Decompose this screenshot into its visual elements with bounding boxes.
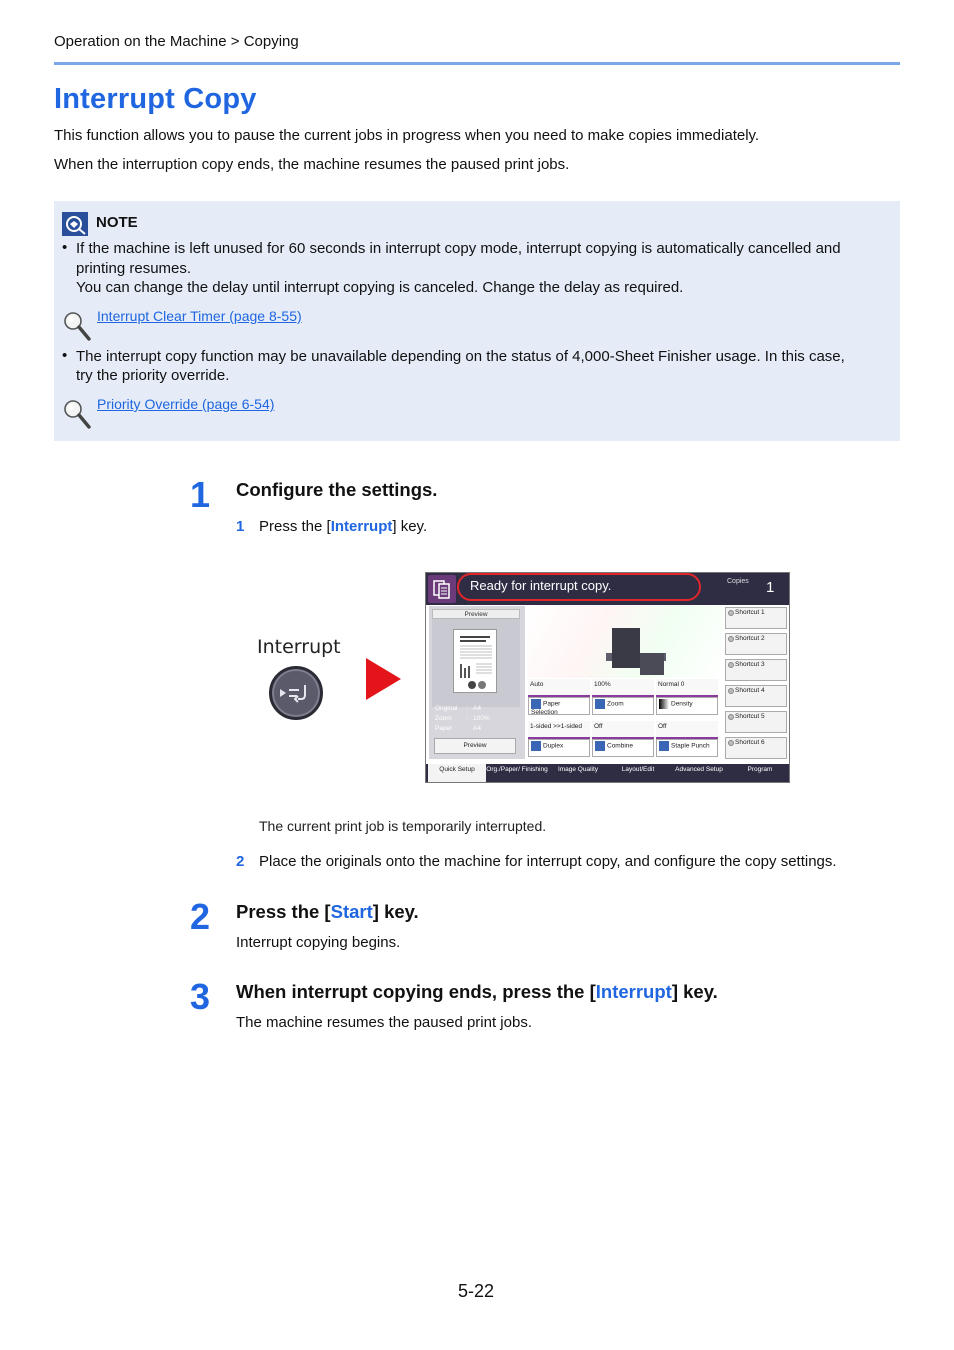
interrupt-key-name: Interrupt bbox=[330, 518, 393, 535]
tab-program[interactable]: Program bbox=[747, 766, 773, 773]
step-3-body: The machine resumes the paused print jobs. bbox=[236, 1014, 532, 1031]
step-2-title: Press the [Start] key. bbox=[236, 901, 419, 922]
note-bullet-2-line-1: The interrupt copy function may be unavailable depending on the status of 4,000-Sheet Finisher usage. In this case, bbox=[76, 348, 845, 365]
staple-icon bbox=[659, 741, 669, 751]
preview-document-thumbnail bbox=[453, 629, 497, 693]
step-1-title: Configure the settings. bbox=[236, 479, 438, 500]
shortcut-3-button[interactable]: Shortcut 3 bbox=[725, 659, 787, 681]
header-rule bbox=[54, 62, 900, 65]
info-label-paper: Paper bbox=[435, 725, 453, 732]
paper-icon bbox=[531, 699, 541, 709]
bullet-marker: • bbox=[62, 347, 68, 364]
copies-label: Copies bbox=[727, 578, 749, 585]
substep-2-text: Place the originals onto the machine for interrupt copy, and configure the copy settings. bbox=[259, 853, 837, 870]
interrupt-key-label: Interrupt bbox=[257, 636, 341, 658]
page-number: 5-22 bbox=[458, 1281, 495, 1301]
note-bullet-1-line-3: You can change the delay until interrupt copying is canceled. Change the delay as required. bbox=[76, 279, 684, 296]
start-key-name: Start bbox=[330, 901, 373, 922]
link-interrupt-clear-timer[interactable]: Interrupt Clear Timer (page 8-55) bbox=[97, 308, 302, 324]
shortcut-4-button[interactable]: Shortcut 4 bbox=[725, 685, 787, 707]
shortcut-5-button[interactable]: Shortcut 5 bbox=[725, 711, 787, 733]
magnifier-icon bbox=[62, 398, 92, 430]
combine-value: Off bbox=[592, 721, 654, 739]
shortcut-icon bbox=[728, 714, 734, 720]
illustration-caption: The current print job is temporarily interrupted. bbox=[259, 818, 547, 834]
zoom-icon bbox=[595, 699, 605, 709]
paper-selection-value: Auto bbox=[528, 679, 590, 697]
combine-button[interactable]: Combine bbox=[592, 739, 654, 757]
tab-image-quality[interactable]: Image Quality bbox=[557, 766, 599, 773]
shortcut-2-button[interactable]: Shortcut 2 bbox=[725, 633, 787, 655]
bullet-marker: • bbox=[62, 239, 68, 256]
info-value-zoom: 100% bbox=[473, 715, 490, 722]
duplex-button[interactable]: Duplex bbox=[528, 739, 590, 757]
preview-header: Preview bbox=[432, 609, 520, 619]
note-title: NOTE bbox=[96, 214, 138, 231]
staple-punch-button[interactable]: Staple Punch bbox=[656, 739, 718, 757]
step-2-body: Interrupt copying begins. bbox=[236, 934, 401, 951]
info-sep: : bbox=[466, 725, 468, 732]
breadcrumb: Operation on the Machine > Copying bbox=[54, 33, 299, 50]
shortcut-icon bbox=[728, 740, 734, 746]
info-sep: : bbox=[466, 705, 468, 712]
shortcut-icon bbox=[728, 688, 734, 694]
page-title: Interrupt Copy bbox=[54, 83, 257, 115]
shortcut-icon bbox=[728, 636, 734, 642]
substep-1-number: 1 bbox=[236, 518, 245, 535]
intro-paragraph-2: When the interruption copy ends, the machine resumes the paused print jobs. bbox=[54, 156, 570, 173]
home-icon[interactable] bbox=[428, 575, 456, 603]
density-value: Normal 0 bbox=[656, 679, 718, 697]
info-label-zoom: Zoom bbox=[435, 715, 452, 722]
step-1-number: 1 bbox=[190, 474, 211, 515]
tab-quick-setup[interactable]: Quick Setup bbox=[428, 764, 486, 783]
note-icon bbox=[62, 212, 88, 236]
info-sep: : bbox=[466, 715, 468, 722]
status-message: Ready for interrupt copy. bbox=[470, 578, 612, 593]
magnifier-icon bbox=[62, 310, 92, 342]
step-3-number: 3 bbox=[190, 976, 211, 1017]
shortcut-1-button[interactable]: Shortcut 1 bbox=[725, 607, 787, 629]
red-arrow-icon bbox=[366, 658, 402, 705]
step-3-title: When interrupt copying ends, press the [Interrupt] key. bbox=[236, 981, 718, 1002]
info-value-paper: A4 bbox=[473, 725, 481, 732]
substep-1-text: Press the [Interrupt] key. bbox=[259, 518, 428, 535]
info-value-original: A4 bbox=[473, 705, 481, 712]
shortcut-icon bbox=[728, 662, 734, 668]
tab-org-paper-finishing[interactable]: Org./Paper/ Finishing bbox=[486, 766, 548, 773]
shortcut-icon bbox=[728, 610, 734, 616]
duplex-icon bbox=[531, 741, 541, 751]
zoom-button[interactable]: Zoom bbox=[592, 697, 654, 715]
info-label-original: Original bbox=[435, 705, 458, 712]
interrupt-key-name: Interrupt bbox=[595, 981, 672, 1002]
shortcut-6-button[interactable]: Shortcut 6 bbox=[725, 737, 787, 759]
tab-layout-edit[interactable]: Layout/Edit bbox=[621, 766, 655, 773]
density-icon bbox=[659, 699, 669, 709]
density-button[interactable]: Density bbox=[656, 697, 718, 715]
zoom-value: 100% bbox=[592, 679, 654, 697]
duplex-value: 1-sided >>1-sided bbox=[528, 721, 590, 739]
staple-punch-value: Off bbox=[656, 721, 718, 739]
step-2-number: 2 bbox=[190, 896, 211, 937]
preview-button[interactable]: Preview bbox=[434, 738, 516, 754]
paper-selection-button[interactable]: Paper Selection bbox=[528, 697, 590, 715]
tab-advanced-setup[interactable]: Advanced Setup bbox=[675, 766, 723, 773]
note-bullet-1-line-1: If the machine is left unused for 60 seconds in interrupt copy mode, interrupt copying is automatically cancelled and bbox=[76, 240, 841, 257]
note-bullet-1-line-2: printing resumes. bbox=[76, 260, 192, 277]
copies-value[interactable]: 1 bbox=[766, 579, 775, 596]
touch-panel-screenshot bbox=[425, 572, 790, 783]
note-bullet-2-line-2: try the priority override. bbox=[76, 367, 230, 384]
link-priority-override[interactable]: Priority Override (page 6-54) bbox=[97, 396, 275, 412]
machine-tray-graphic bbox=[640, 653, 664, 675]
intro-paragraph-1: This function allows you to pause the current jobs in progress when you need to make copies immediately. bbox=[54, 127, 760, 144]
machine-body-graphic bbox=[612, 628, 640, 668]
combine-icon bbox=[595, 741, 605, 751]
interrupt-key-icon[interactable] bbox=[269, 666, 323, 720]
substep-2-number: 2 bbox=[236, 853, 245, 870]
